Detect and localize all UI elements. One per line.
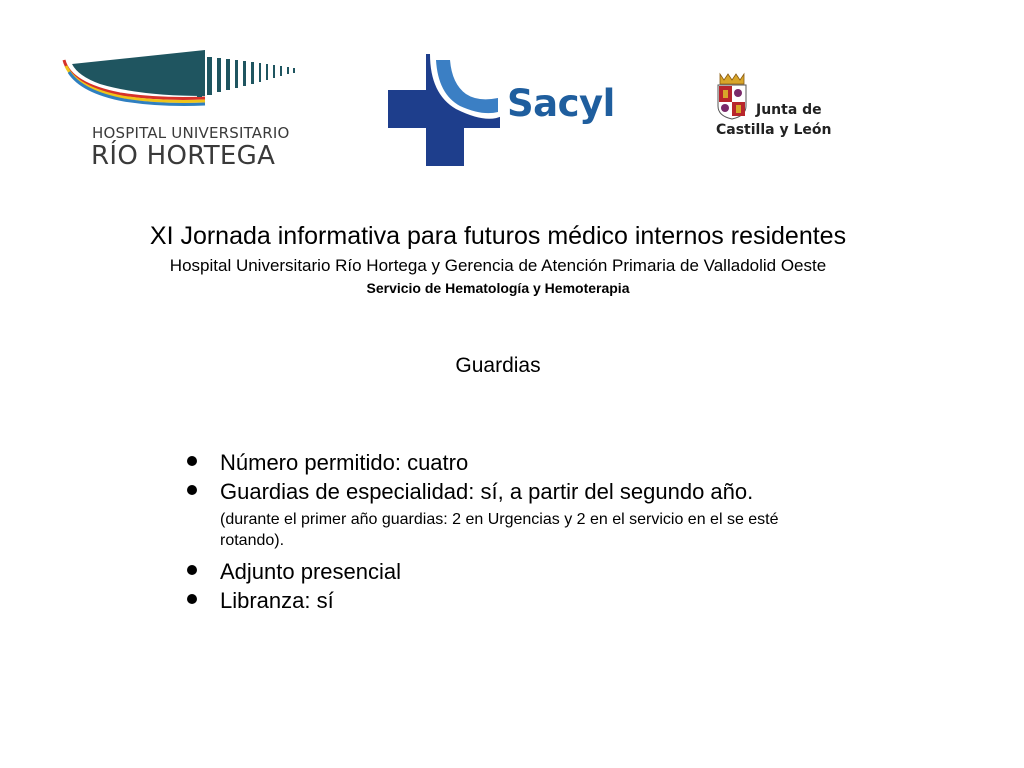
list-item bbox=[186, 448, 866, 477]
bullet-icon bbox=[187, 594, 197, 604]
list-item-text: Número permitido: cuatro bbox=[220, 450, 469, 475]
castilla-leon-crest-icon bbox=[712, 72, 752, 120]
event-title: XI Jornada informativa para futuros médico internos residentes bbox=[149, 222, 847, 250]
bullet-icon bbox=[187, 456, 197, 466]
sacyl-wordmark: Sacyl bbox=[507, 82, 615, 125]
bullet-icon bbox=[187, 565, 197, 575]
organizers-subtitle: Hospital Universitario Río Hortega y Gerencia de Atención Primaria de Valladolid Oeste bbox=[169, 256, 827, 275]
list-item-text: Guardias de especialidad: sí, a partir del segundo año. bbox=[220, 479, 754, 504]
section-heading: Guardias bbox=[455, 354, 541, 377]
list-item bbox=[186, 477, 866, 506]
junta-castilla-leon-logo bbox=[712, 72, 842, 147]
list-item-text: Libranza: sí bbox=[220, 588, 334, 613]
list-item-text: Adjunto presencial bbox=[220, 559, 402, 584]
jcyl-logo-line2: Castilla y León bbox=[716, 122, 832, 138]
guardias-list bbox=[186, 448, 866, 615]
jcyl-logo-line1: Junta de bbox=[756, 102, 822, 118]
sacyl-logo bbox=[386, 54, 616, 166]
bullet-icon bbox=[187, 485, 197, 495]
hospital-rio-hortega-logo bbox=[60, 44, 310, 174]
hospital-logo-line2: RÍO HORTEGA bbox=[91, 141, 276, 171]
list-item bbox=[186, 557, 866, 586]
service-name: Servicio de Hematología y Hemoterapia bbox=[366, 280, 630, 296]
list-note: (durante el primer año guardias: 2 en Urgencias y 2 en el servicio en el se esté rotando). bbox=[220, 511, 779, 549]
sacyl-cross-icon bbox=[386, 54, 506, 166]
hospital-logo-line1: HOSPITAL UNIVERSITARIO bbox=[92, 124, 290, 142]
hospital-logo-emblem bbox=[60, 44, 310, 124]
list-item bbox=[186, 586, 866, 615]
